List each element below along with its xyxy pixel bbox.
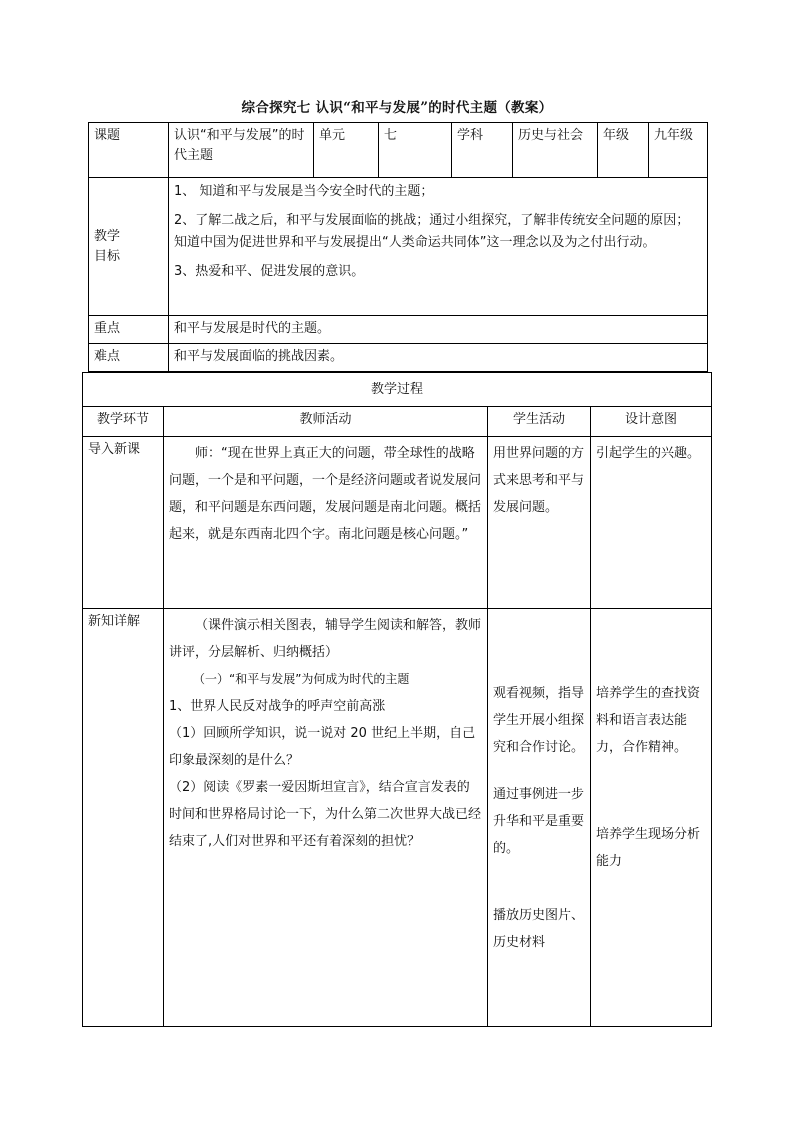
lesson-info-table: [88, 122, 708, 372]
teacher-activity-text: （1）回顾所学知识，说一说对 20 世纪上半期，自己印象最深刻的是什么？: [169, 726, 476, 768]
design-intent-text: 培养学生现场分析能力: [596, 827, 701, 869]
topic-value: 认识“和平与发展”的时代主题: [169, 123, 314, 178]
teacher-activity-text: （一）“和平与发展”为何成为时代的主题: [193, 672, 410, 686]
stage-cell: 新知详解: [83, 609, 164, 1027]
student-activity-cell: [488, 437, 591, 609]
teacher-activity-text: （课件演示相关图表，辅导学生阅读和解答，教师讲评，分层解析、归纳概括）: [169, 618, 482, 660]
student-activity-text: 观看视频，指导学生开展小组探究和合作讨论。: [493, 686, 585, 755]
key-point-label: 重点: [89, 316, 169, 344]
design-intent-text: 培养学生的查找资料和语言表达能力，合作精神。: [596, 686, 701, 755]
topic-label: 课题: [89, 123, 169, 178]
column-header-student: 学生活动: [488, 407, 591, 437]
column-header-stage: 教学环节: [83, 407, 164, 437]
grade-value: 九年级: [649, 123, 708, 178]
teacher-activity-text: （2）阅读《罗素一爱因斯坦宣言》，结合宣言发表的时间和世界格局讨论一下，为什么第二次世界大战已经结束了,人们对世界和平还有着深刻的担忧？: [169, 780, 482, 849]
teacher-activity-cell: [164, 609, 488, 1027]
teacher-activity-text: 师：“现在世界上真正大的问题，带全球性的战略问题，一个是和平问题，一个是经济问题或者说发展问题，和平问题是东西问题，发展问题是南北问题。概括起来，就是东西南北四个字。南北问题是核心问题。”: [169, 446, 482, 542]
design-intent-cell: [591, 437, 712, 609]
teacher-activity-text: 1、世界人民反对战争的呼声空前高涨: [169, 699, 386, 714]
difficulty-value: 和平与发展面临的挑战因素。: [169, 344, 708, 372]
goals-content: [169, 178, 708, 316]
table-row: [83, 437, 712, 609]
table-row: [83, 609, 712, 1027]
goals-label: [89, 178, 169, 316]
process-header: 教学过程: [83, 373, 712, 407]
subject-value: 历史与社会: [513, 123, 598, 178]
subject-label: 学科: [452, 123, 513, 178]
teaching-process-table: [82, 372, 712, 1027]
unit-value: 七: [379, 123, 452, 178]
student-activity-text: 用世界问题的方式来思考和平与发展问题。: [493, 446, 585, 515]
design-intent-cell: [591, 609, 712, 1027]
key-point-value: 和平与发展是时代的主题。: [169, 316, 708, 344]
goal-item: 2、了解二战之后，和平与发展面临的挑战；通过小组探究，了解非传统安全问题的原因；知道中国为促进世界和平与发展提出“人类命运共同体”这一理念以及为之付出行动。: [174, 213, 690, 250]
student-activity-cell: [488, 609, 591, 1027]
goal-item: 1、 知道和平与发展是当今安全时代的主题；: [174, 184, 434, 199]
teacher-activity-cell: [164, 437, 488, 609]
column-header-teacher: 教师活动: [164, 407, 488, 437]
column-header-intent: 设计意图: [591, 407, 712, 437]
unit-label: 单元: [314, 123, 379, 178]
document-title: 综合探究七 认识“和平与发展”的时代主题（教案）: [241, 100, 553, 116]
goals-label-line2: 目标: [94, 248, 121, 264]
grade-label: 年级: [598, 123, 649, 178]
student-activity-text: 播放历史图片、历史材料: [493, 908, 585, 950]
goal-item: 3、热爱和平、促进发展的意识。: [174, 264, 365, 279]
student-activity-text: 通过事例进一步升华和平是重要的。: [493, 787, 585, 856]
stage-cell: 导入新课: [83, 437, 164, 609]
goals-label-line1: 教学: [94, 228, 121, 244]
design-intent-text: 引起学生的兴趣。: [596, 446, 701, 461]
difficulty-label: 难点: [89, 344, 169, 372]
